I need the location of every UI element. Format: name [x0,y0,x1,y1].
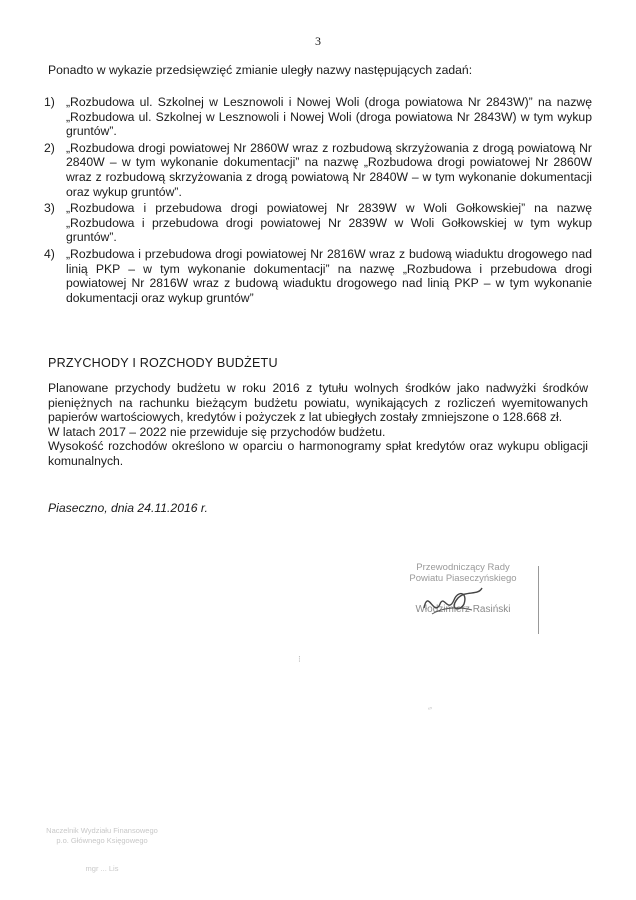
list-item [44,201,592,245]
list-item [44,95,592,139]
list-item [44,141,592,199]
changes-list [44,95,592,307]
intro-paragraph: Ponadto w wykazie przedsięwzięć zmianie uległy nazwy następujących zadań: [48,63,473,77]
body-paragraph: Planowane przychody budżetu w roku 2016 z tytułu wolnych środków jako nadwyżki środków pieniężnych na rachunku bieżącym budżetu powiatu, wynikających z rozliczeń wyemitowanych papierów wartościowych, kredytów i pożyczek z lat ubiegłych zostały zmniejszone o 128.668 zł. [48,381,588,425]
list-item-text: „Rozbudowa i przebudowa drogi powiatowej Nr 2839W w Woli Gołkowskiej” na nazwę „Rozbudowa i przebudowa drogi powiatowej Nr 2839W w Woli Gołkowskiej w tym wykup gruntów”. [66,201,592,245]
body-paragraph: W latach 2017 – 2022 nie przewiduje się przychodów budżetu. [48,424,386,439]
speck: ʻʼ [428,706,432,716]
list-item [44,247,592,305]
list-item-text: „Rozbudowa i przebudowa drogi powiatowej Nr 2816W wraz z budową wiaduktu drogowego nad linią PKP – w tym wykonanie dokumentacji” na nazwę „Rozbudowa i przebudowa drogi powiatowej Nr 2816W wraz z budową wiaduktu drogowego nad linią PKP – w tym wykonanie dokumentacji oraz wykup gruntów” [66,246,592,305]
page-number: 3 [315,34,321,48]
signature-icon [418,578,488,626]
speck: ⁝ [298,654,301,664]
list-item-number: 1) [44,95,55,109]
section-heading: PRZYCHODY I ROZCHODY BUDŻETU [48,356,278,370]
faint-stamp-line: mgr ... Lis [85,864,119,873]
faint-finance-stamp [22,826,182,874]
stamp-line: Przewodniczący Rady [416,562,510,573]
stamp-line: Powiatu Piaseczyńskiego [409,573,517,584]
section-body [48,381,588,469]
list-item-text: „Rozbudowa ul. Szkolnej w Lesznowoli i Nowej Woli (droga powiatowa Nr 2843W)” na nazwę „Rozbudowa ul. Szkolnej w Lesznowoli i Nowej Woli (droga powiatowa Nr 2843W) w tym wykup gruntów”. [66,95,592,139]
place-date: Piaseczno, dnia 24.11.2016 r. [48,501,208,515]
faint-stamp-line: Naczelnik Wydziału Finansowego [46,826,158,835]
body-paragraph: Wysokość rozchodów określono w oparciu o harmonogramy spłat kredytów oraz wykupu obligacji komunalnych. [48,439,588,468]
list-item-number: 3) [44,201,55,216]
list-item-text: „Rozbudowa drogi powiatowej Nr 2860W wraz z rozbudową skrzyżowania z drogą powiatową Nr 2840W – w tym wykonanie dokumentacji” na nazwę „Rozbudowa drogi powiatowej Nr 2860W wraz z rozbudową skrzyżowania z drogą powiatową Nr 2840W – w tym wykonanie dokumentacji oraz wykup gruntów”. [66,140,592,199]
list-item-number: 4) [44,246,55,261]
stamp-bracket [538,566,551,634]
list-item-number: 2) [44,140,55,155]
faint-stamp-line: p.o. Głównego Księgowego [56,836,148,845]
stamp-name: Włodzimierz Rasiński [415,604,511,615]
